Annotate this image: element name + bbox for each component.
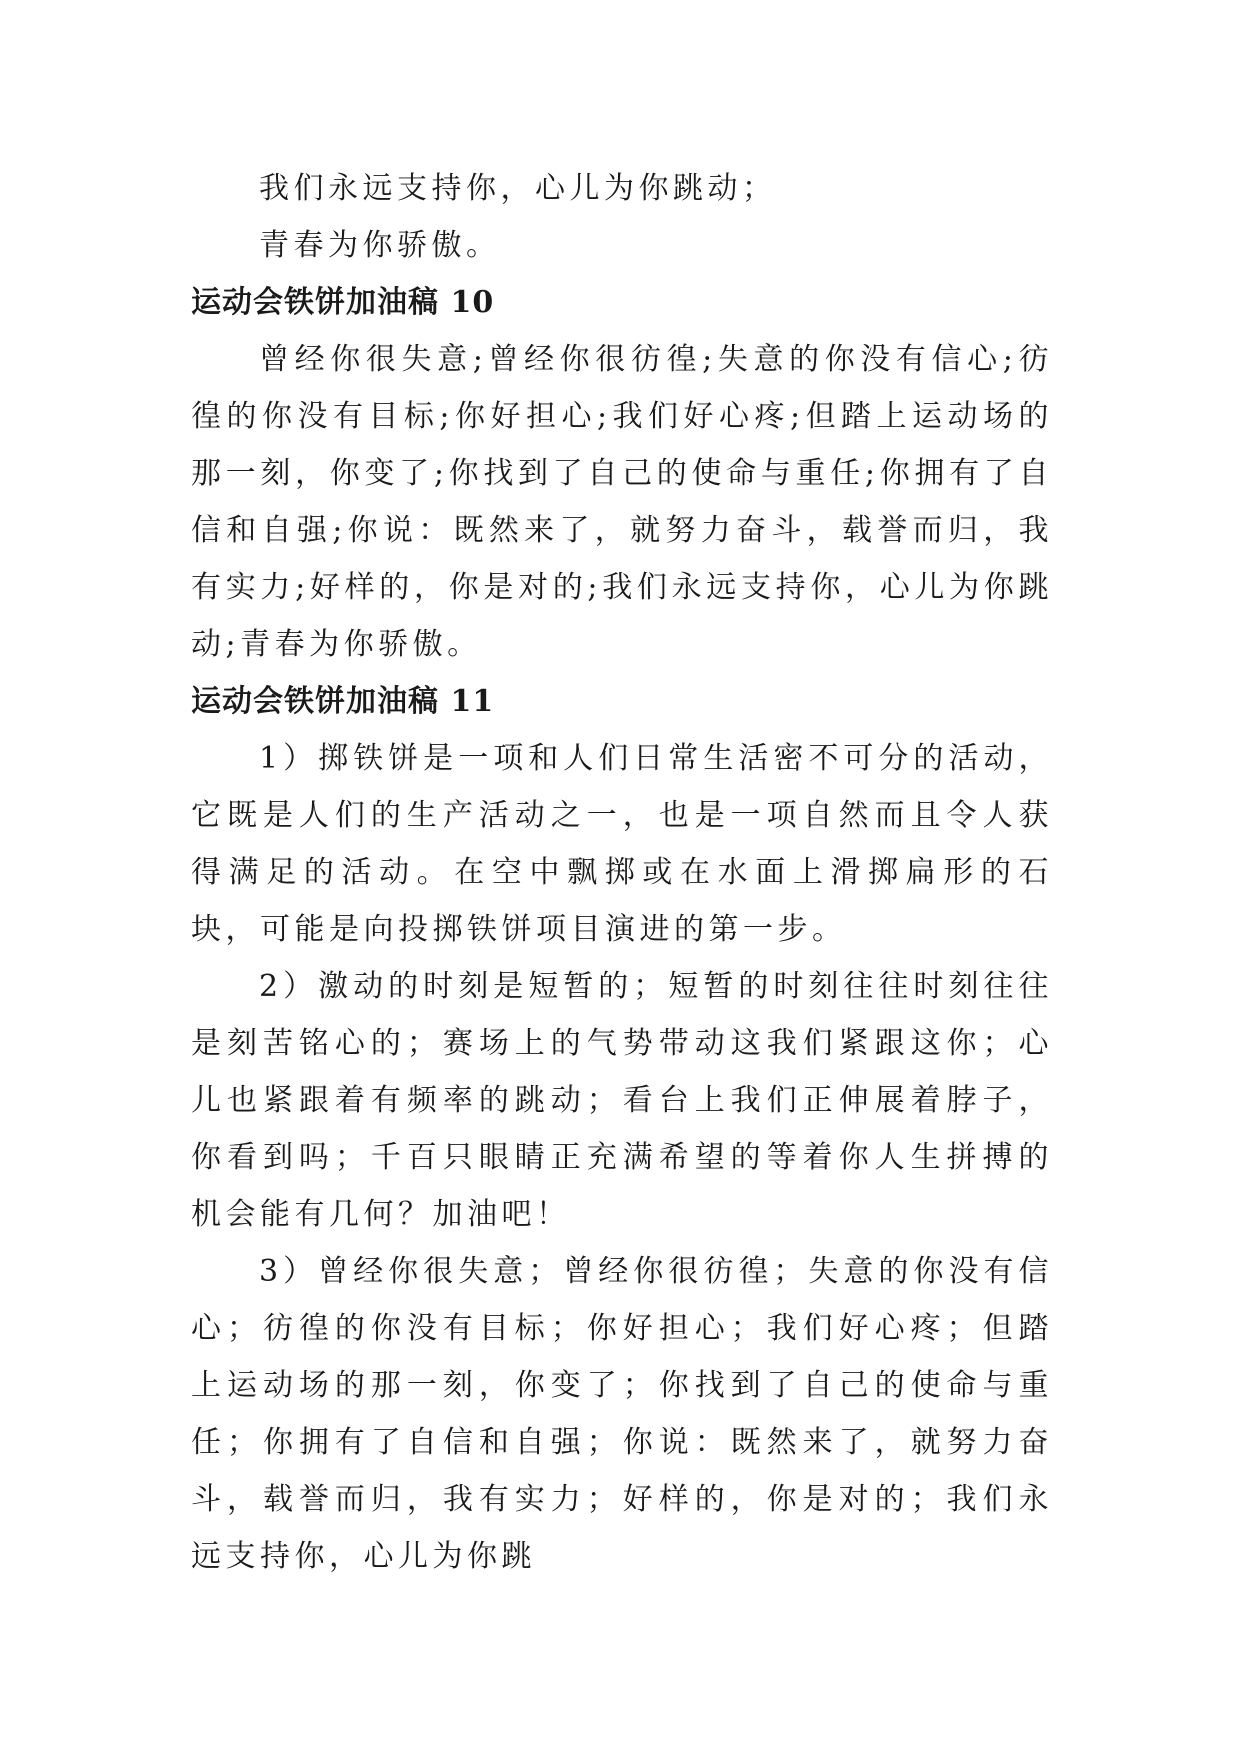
- paragraph: 3）曾经你很失意；曾经你很彷徨；失意的你没有信心；彷徨的你没有目标；你好担心；我们好心疼；但踏上运动场的那一刻，你变了；你找到了自己的使命与重任；你拥有了自信和自强；你说：既然来了，就努力奋斗，载誉而归，我有实力；好样的，你是对的；我们永远支持你，心儿为你跳: [191, 1254, 1053, 1574]
- section-heading: 运动会铁饼加油稿 10: [191, 285, 495, 320]
- text-line: 我们永远支持你，心儿为你跳动；: [259, 171, 777, 206]
- paragraph: 曾经你很失意;曾经你很彷徨;失意的你没有信心;彷徨的你没有目标;你好担心;我们好心疼;但踏上运动场的那一刻，你变了;你找到了自己的使命与重任;你拥有了自信和自强;你说：既然来了，就努力奋斗，载誉而归，我有实力;好样的，你是对的;我们永远支持你，心儿为你跳动;青春为你骄傲。: [191, 342, 1053, 662]
- paragraph: 2）激动的时刻是短暂的；短暂的时刻往往时刻往往是刻苦铭心的；赛场上的气势带动这我们紧跟这你；心儿也紧跟着有频率的跳动；看台上我们正伸展着脖子，你看到吗；千百只眼睛正充满希望的等着你人生拼搏的机会能有几何？加油吧！: [191, 969, 1053, 1232]
- section-heading: 运动会铁饼加油稿 11: [191, 684, 495, 719]
- document-page: [191, 160, 1053, 1585]
- paragraph: 1）掷铁饼是一项和人们日常生活密不可分的活动，它既是人们的生产活动之一，也是一项自然而且令人获得满足的活动。在空中飘掷或在水面上滑掷扁形的石块，可能是向投掷铁饼项目演进的第一步。: [191, 741, 1053, 947]
- text-line: 青春为你骄傲。: [259, 228, 501, 263]
